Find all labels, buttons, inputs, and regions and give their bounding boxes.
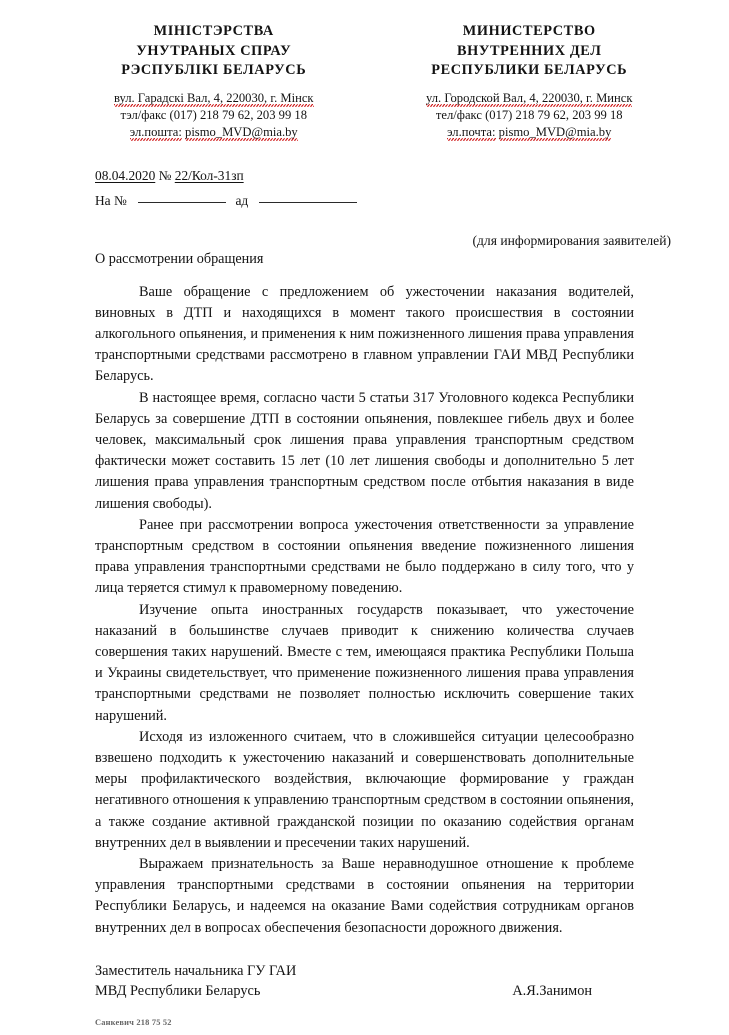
reference-line-date [95,165,729,186]
document-date: 08.04.2020 [95,167,156,183]
phone-ru: тел/факс (017) 218 79 62, 203 99 18 [435,107,623,122]
address-ru: ул. Городской Вал, 4, 220030, г. Минск [426,90,633,105]
reference-block [95,165,729,211]
body-paragraph: Изучение опыта иностранных государств показывает, что ужесточение наказаний в большинстве случаев приводит к снижению количества случаев совершения таких нарушений. Вместе с тем, имеющаяся практика Республики Польша и Украины свидетельствует, что применение пожизненного лишения права управления транспортными средствами не позволяет полностью исключить совершение таких нарушений. [95,601,634,724]
number-label: № [158,167,172,183]
reference-line-reply [95,190,729,211]
addressee-note: (для информирования заявителей) [472,232,671,248]
email-ru: pismo_MVD@mia.by [498,124,612,139]
document-number: 22/Кол-31зп [174,167,244,183]
body-paragraph: В настоящее время, согласно части 5 статьи 317 Уголовного кодекса Республики Беларусь за совершение ДТП в состоянии опьянения, повлекшее гибель двух и более человек, максимальный срок лишения права управления транспортным средством фактически может составить 15 лет (10 лет лишения свободы и дополнительно 5 лет лишения права управления транспортным средством после отбытия наказания в виде лишения свободы). [95,389,634,512]
contact-block-ru [372,90,688,141]
email-be: pismo_MVD@mia.by [185,124,298,139]
signatory-name: А.Я.Занимон [512,982,592,999]
letterhead-russian [372,22,696,141]
org-name-ru-line2: ВНУТРЕННИХ ДЕЛ [457,42,602,59]
from-label: ад [235,192,249,208]
contact-block-be [56,90,372,141]
org-name-ru-line3: РЕСПУБЛИКИ БЕЛАРУСЬ [431,62,628,78]
signatory-role-line2: МВД Республики Беларусь [95,983,261,1000]
reply-number-blank [138,202,226,203]
signature-block [95,961,634,1002]
org-name-be-line2: УНУТРАНЫХ СПРАУ [136,42,292,59]
body-paragraph: Исходя из изложенного считаем, что в сложившейся ситуации целесообразно взвешено подходить к ужесточению наказаний и совершенствовать дополнительные меры профилактического воздействия, включающие формирование у граждан негативного отношения к управлению транспортным средством в состоянии опьянения, а также создание активной гражданской позиции по оказанию содействия органам внутренних дел в выявлении и пресечении таких нарушений. [95,728,634,851]
signatory-role-line1: Заместитель начальника ГУ ГАИ [95,962,297,979]
reply-date-blank [259,202,357,203]
reply-label: На № [95,192,127,208]
phone-be: тэл/факс (017) 218 79 62, 203 99 18 [120,107,308,122]
body-paragraph: Ваше обращение с предложением об ужесточении наказания водителей, виновных в ДТП и находящихся в момент такого происшествия в состоянии алкогольного опьянения, и применения к ним пожизненного лишения права управления транспортными средствами рассмотрено в главном управлении ГАИ МВД Республики Беларусь. [95,283,634,385]
address-be: вул. Гарадскі Вал, 4, 220030, г. Мінск [113,90,314,105]
body-paragraph: Выражаем признательность за Ваше неравнодушное отношение к проблеме управления транспортными средствами в состоянии опьянения на территории Республики Беларусь, и надеемся на оказание Вами содействия сотрудникам органов внутренних дел в вопросах обеспечения безопасности дорожного движения. [95,855,634,936]
body-paragraph: Ранее при рассмотрении вопроса ужесточения ответственности за управление транспортным средством в состоянии опьянения введение пожизненного лишения права управления транспортными средствами не было поддержано в силу того, что у лица теряется стимул к правомерному поведению. [95,516,634,597]
org-name-be-line3: РЭСПУБЛІКІ БЕЛАРУСЬ [121,62,307,78]
subject-line: О рассмотрении обращения [95,250,264,267]
org-name-ru-line1: МИНИСТЕРСТВО [462,23,596,39]
email-label-be: эл.пошта: [129,124,182,139]
letterhead [0,0,729,141]
letter-body [95,282,634,939]
email-label-ru: эл.почта: [447,124,496,139]
org-name-be-line1: МІНІСТЭРСТВА [153,23,274,39]
executor-contact: Санкевич 218 75 52 [95,1017,172,1027]
letterhead-belarusian [34,22,372,141]
